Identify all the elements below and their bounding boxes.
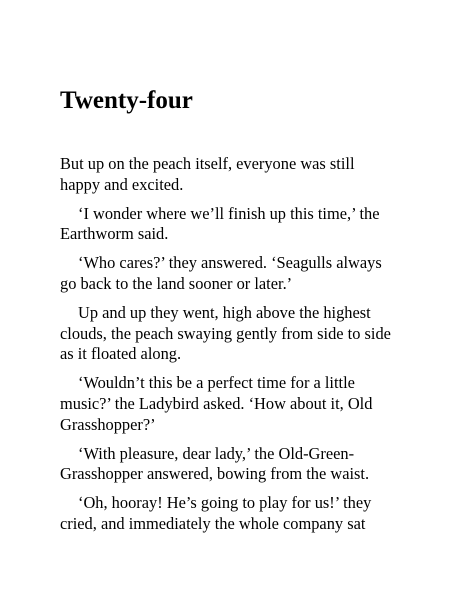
text-line: as it floated along. [60, 344, 182, 364]
chapter-body [60, 154, 416, 543]
text-line: ‘I wonder where we’ll finish up this time,’ the [78, 203, 380, 223]
paragraph [60, 373, 416, 435]
text-line: But up on the peach itself, everyone was still [60, 154, 355, 173]
text-line: cried, and immediately the whole company sat [60, 513, 366, 533]
text-line: happy and excited. [60, 174, 184, 194]
text-line: go back to the land sooner or later.’ [60, 273, 293, 293]
text-line: Grasshopper?’ [60, 414, 156, 434]
paragraph [60, 493, 416, 534]
text-line: Grasshopper answered, bowing from the waist. [60, 464, 370, 484]
text-line: ‘Oh, hooray! He’s going to play for us!’ they [78, 493, 372, 513]
paragraph [60, 204, 416, 245]
paragraph [60, 444, 416, 485]
paragraph [60, 253, 416, 294]
text-line: Up and up they went, high above the highest [78, 303, 371, 323]
paragraph [60, 303, 416, 365]
text-line: ‘With pleasure, dear lady,’ the Old-Green- [78, 443, 355, 463]
text-line: ‘Who cares?’ they answered. ‘Seagulls always [78, 253, 382, 273]
text-line: Earthworm said. [60, 224, 169, 244]
text-line: ‘Wouldn’t this be a perfect time for a little [78, 373, 355, 393]
text-line: clouds, the peach swaying gently from side to side [60, 323, 391, 343]
text-line: music?’ the Ladybird asked. ‘How about it, Old [60, 393, 373, 413]
chapter-title: Twenty-four [60, 87, 193, 114]
paragraph [60, 154, 416, 195]
